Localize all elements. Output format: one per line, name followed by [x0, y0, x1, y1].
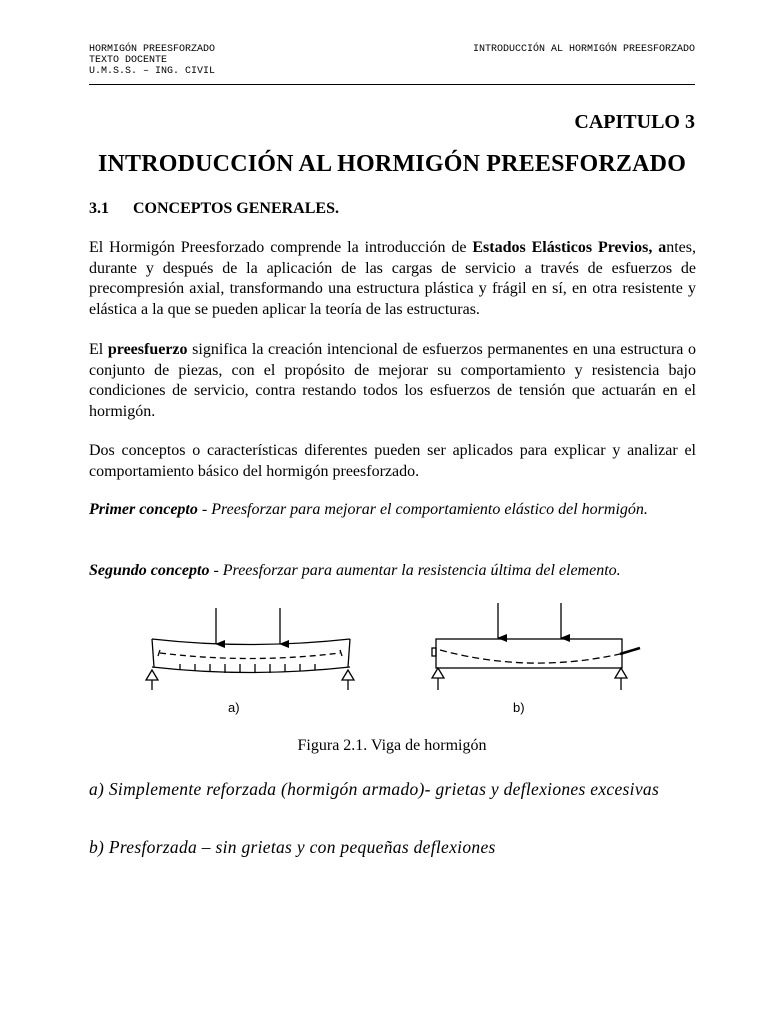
page-header: [89, 44, 695, 77]
concept-2-label: Segundo concepto: [89, 562, 210, 579]
section-heading: [89, 200, 339, 218]
concept-2: [89, 561, 696, 582]
beam-a-bottom-edge: [152, 667, 350, 673]
beam-a-diagram: [146, 608, 354, 690]
beam-a-right-hook: [340, 650, 342, 656]
beam-a-right-support: [342, 670, 354, 680]
section-number: 3.1: [89, 200, 109, 217]
beam-b-tendon-anchor: [620, 648, 640, 654]
p1-text-start: El Hormigón Preesforzado comprende la introducción de: [89, 239, 473, 256]
header-rule: [89, 84, 695, 85]
figure-caption: Figura 2.1. Viga de hormigón: [297, 737, 487, 754]
section-title: CONCEPTOS GENERALES.: [133, 200, 339, 217]
caption-b: b) Presforzada – sin grietas y con pequeñas deflexiones: [89, 837, 496, 857]
page-title: INTRODUCCIÓN AL HORMIGÓN PREESFORZADO: [97, 151, 687, 177]
concept-1-label: Primer concepto: [89, 501, 198, 518]
beam-a-label: a): [228, 700, 240, 715]
p2-text-end: significa la creación intencional de esfuerzos permanentes en una estructura o conjunto de piezas, con el propósito de mejorar su comportamiento y resistencia bajo condiciones de servicio, contra restando todos los esfuerzos de tensión que actuarán en el hormigón.: [89, 341, 697, 420]
beam-a-top-edge: [152, 639, 350, 645]
beam-a-right-end: [348, 639, 350, 667]
beam-a-left-hook: [158, 650, 160, 656]
concept-2-text: - Preesforzar para aumentar la resistencia última del elemento.: [209, 562, 621, 579]
beam-b-tendon: [440, 650, 620, 663]
beam-b-diagram: [432, 603, 640, 690]
concept-1-text: - Preesforzar para mejorar el comportamiento elástico del hormigón.: [197, 501, 648, 518]
beam-a-reinforcement: [160, 653, 340, 659]
header-left-line-1: HORMIGÓN PREESFORZADO: [89, 44, 216, 55]
beam-a-left-end: [152, 639, 154, 667]
paragraph-1: [89, 238, 696, 320]
beam-b-body: [436, 639, 622, 668]
chapter-label: CAPITULO 3: [574, 111, 695, 133]
caption-a: a) Simplemente reforzada (hormigón armado)- grietas y deflexiones excesivas: [89, 779, 660, 799]
beam-b-left-support: [432, 668, 444, 678]
concept-1: [89, 500, 696, 521]
beam-figure: [140, 598, 660, 720]
p2-bold-term: preesfuerzo: [107, 341, 188, 358]
beam-b-label: b): [513, 700, 525, 715]
header-right: INTRODUCCIÓN AL HORMIGÓN PREESFORZADO: [472, 44, 695, 55]
p2-text-start: El: [89, 341, 108, 358]
beam-a-left-support: [146, 670, 158, 680]
p1-text-end: ntes, durante y después de la aplicación de las cargas de servicio a través de esfuerzos de precompresión axial, transformando una estructura plástica y frágil en sí, en otra resistente y elástica a la que se pueden aplicar la teoría de las estructuras.: [89, 239, 696, 318]
beam-b-left-anchor: [432, 648, 436, 656]
header-left-line-2: TEXTO DOCENTE: [89, 55, 168, 66]
p1-bold-term: Estados Elásticos Previos, a: [472, 239, 667, 256]
paragraph-2: [89, 340, 696, 422]
header-left-line-3: U.M.S.S. – ING. CIVIL: [89, 66, 216, 77]
beam-b-right-support: [615, 668, 627, 678]
paragraph-3: Dos conceptos o características diferentes pueden ser aplicados para explicar y analizar el comportamiento básico del hormigón preesforzado.: [89, 442, 696, 480]
